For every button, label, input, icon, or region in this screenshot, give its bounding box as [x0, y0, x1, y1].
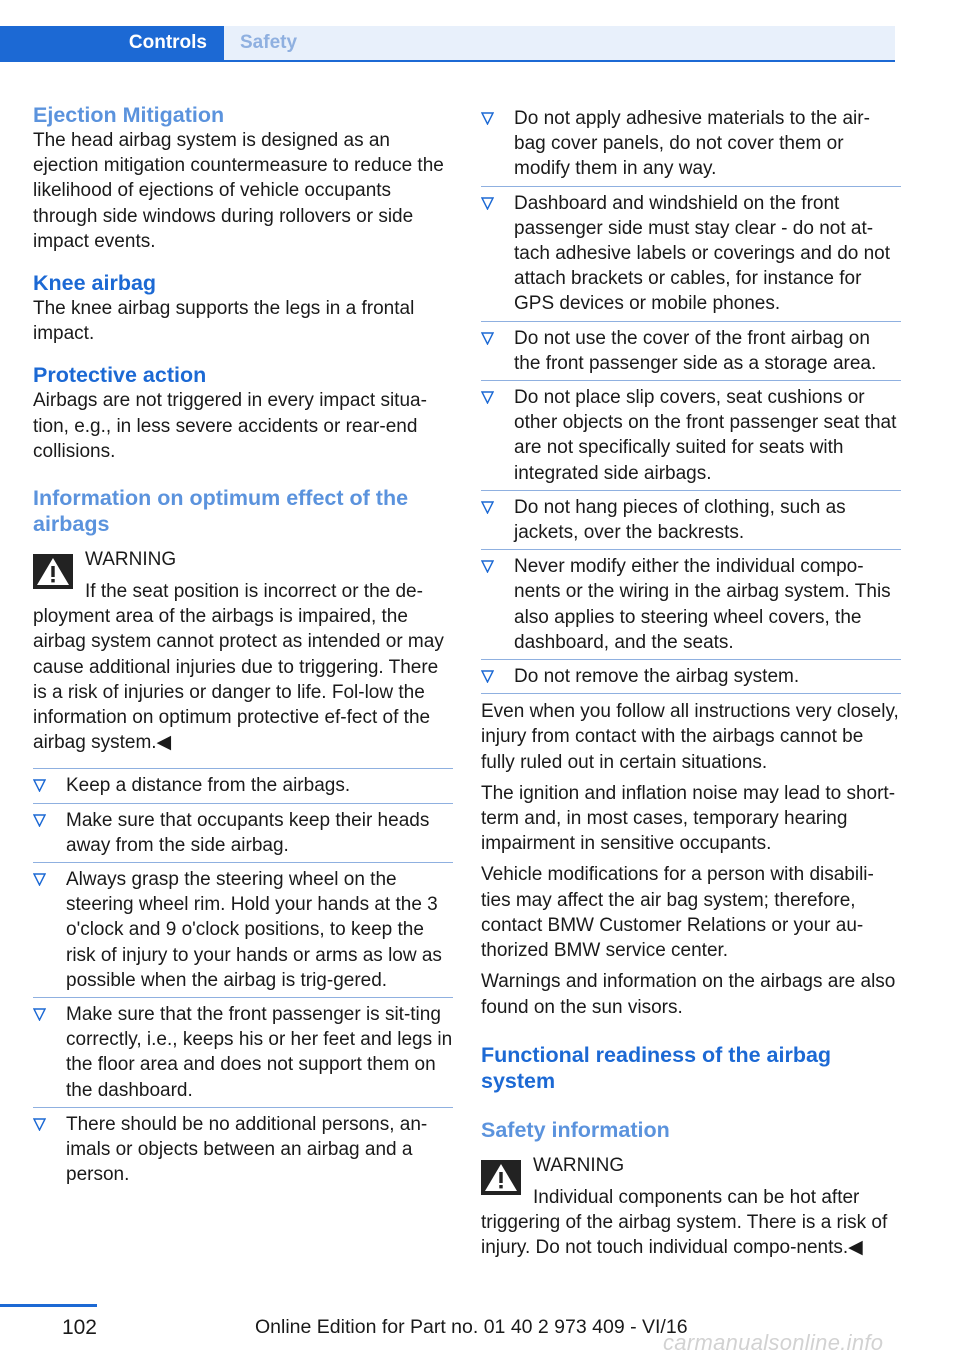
list-item: Do not hang pieces of clothing, such as jackets, over the backrests.	[481, 490, 901, 549]
protective-action-text: Airbags are not triggered in every impact situa‐tion, e.g., in less severe accidents or rear-end collisions.	[33, 390, 427, 462]
header-tabbar	[0, 0, 895, 62]
list-item: Dashboard and windshield on the front passenger side must stay clear - do not at‐tach adhesive labels or coverings and do not attach brackets or cables, for instance for GPS devices or mobile phones.	[481, 186, 901, 321]
tab-controls[interactable]: Controls	[0, 26, 224, 60]
knee-airbag-heading: Knee airbag	[33, 271, 157, 296]
list-item: Always grasp the steering wheel on the steering wheel rim. Hold your hands at the 3 o'clock and 9 o'clock positions, to keep the risk of injury to your hands or arms as low as possible when the airbag is trig‐gered.	[33, 862, 453, 997]
triangle-bullet-icon	[481, 391, 494, 404]
paragraph: Vehicle modifications for a person with disabili‐ties may affect the air bag system; therefore, contact BMW Customer Relations or your au‐thorized BMW service center.	[481, 864, 874, 962]
optimum-warning	[33, 547, 453, 755]
triangle-bullet-icon	[33, 873, 46, 886]
warning-text: If the seat position is incorrect or the de‐ployment area of the airbags is impaired, the airbag system cannot protect as intended or may cause additional injuries due to triggering. There is a risk of injuries or danger to life. Fol‐low the information on optimum protective ef‐fect of the airbag system.◀	[33, 581, 444, 754]
ejection-heading: Ejection Mitigation	[33, 103, 225, 127]
ejection-text: The head airbag system is designed as an ejection mitigation countermeasure to reduce the likelihood of ejections of vehicle occupants through side windows during rollovers or side impact events.	[33, 130, 444, 252]
warning-text: Individual components can be hot after triggering of the airbag system. There is a risk of injury. Do not touch individual compo‐nents.◀	[481, 1186, 888, 1259]
left-bullet-list	[33, 768, 453, 1191]
header-divider	[0, 60, 895, 62]
warning-icon	[481, 1160, 521, 1195]
triangle-bullet-icon	[33, 1118, 46, 1131]
triangle-bullet-icon	[33, 779, 46, 792]
edition-text: Online Edition for Part no. 01 40 2 973 409 - VI/16	[255, 1316, 688, 1338]
knee-airbag-text: The knee airbag supports the legs in a frontal impact.	[33, 298, 415, 345]
footer-divider	[0, 1304, 97, 1307]
warning-icon	[33, 554, 73, 589]
optimum-effect-heading: Information on optimum effect of the airbags	[33, 486, 409, 537]
page-number: 102	[61, 1316, 97, 1339]
watermark: carmanualsonline.info	[663, 1330, 884, 1355]
triangle-bullet-icon	[33, 1008, 46, 1021]
list-item: Do not use the cover of the front airbag on the front passenger side as a storage area.	[481, 321, 901, 380]
list-item: Make sure that occupants keep their heads away from the side airbag.	[33, 803, 453, 862]
warning-title: WARNING	[533, 1154, 625, 1176]
warning-title: WARNING	[85, 549, 177, 571]
left-column	[33, 102, 453, 1192]
triangle-bullet-icon	[481, 112, 494, 125]
triangle-bullet-icon	[481, 670, 494, 683]
list-item: Keep a distance from the airbags.	[33, 769, 453, 802]
paragraph: The ignition and inflation noise may lead to short-term and, in most cases, temporary hearing impairment in sensitive occupants.	[481, 782, 896, 855]
paragraph: Even when you follow all instructions very closely, injury from contact with the airbags cannot be fully ruled out in certain situations.	[481, 701, 899, 773]
triangle-bullet-icon	[33, 814, 46, 827]
tab-safety[interactable]: Safety	[224, 26, 895, 60]
safety-information-heading: Safety information	[481, 1117, 670, 1142]
paragraph: Warnings and information on the airbags are also found on the sun visors.	[481, 971, 896, 1018]
functional-readiness-heading: Functional readiness of the airbag system	[481, 1042, 832, 1093]
list-item: There should be no additional persons, an‐imals or objects between an airbag and a person.	[33, 1107, 453, 1192]
list-item: Never modify either the individual compo‐nents or the wiring in the airbag system. This also applies to steering wheel covers, the dashboard, and the seats.	[481, 549, 901, 659]
list-item: Make sure that the front passenger is sit‐ting correctly, i.e., keeps his or her feet and legs in the floor area and does not support them on the dashboard.	[33, 997, 453, 1107]
right-bullet-list	[481, 102, 901, 694]
triangle-bullet-icon	[481, 197, 494, 210]
triangle-bullet-icon	[481, 332, 494, 345]
list-item: Do not apply adhesive materials to the air‐bag cover panels, do not cover them or modify them in any way.	[481, 102, 901, 186]
protective-action-heading: Protective action	[33, 363, 207, 388]
list-item: Do not remove the airbag system.	[481, 659, 901, 693]
list-item: Do not place slip covers, seat cushions or other objects on the front passenger seat that are not specifically suited for seats with integrated side airbags.	[481, 380, 901, 490]
safety-warning	[481, 1153, 901, 1261]
triangle-bullet-icon	[481, 501, 494, 514]
triangle-bullet-icon	[481, 560, 494, 573]
right-column	[481, 102, 901, 1260]
